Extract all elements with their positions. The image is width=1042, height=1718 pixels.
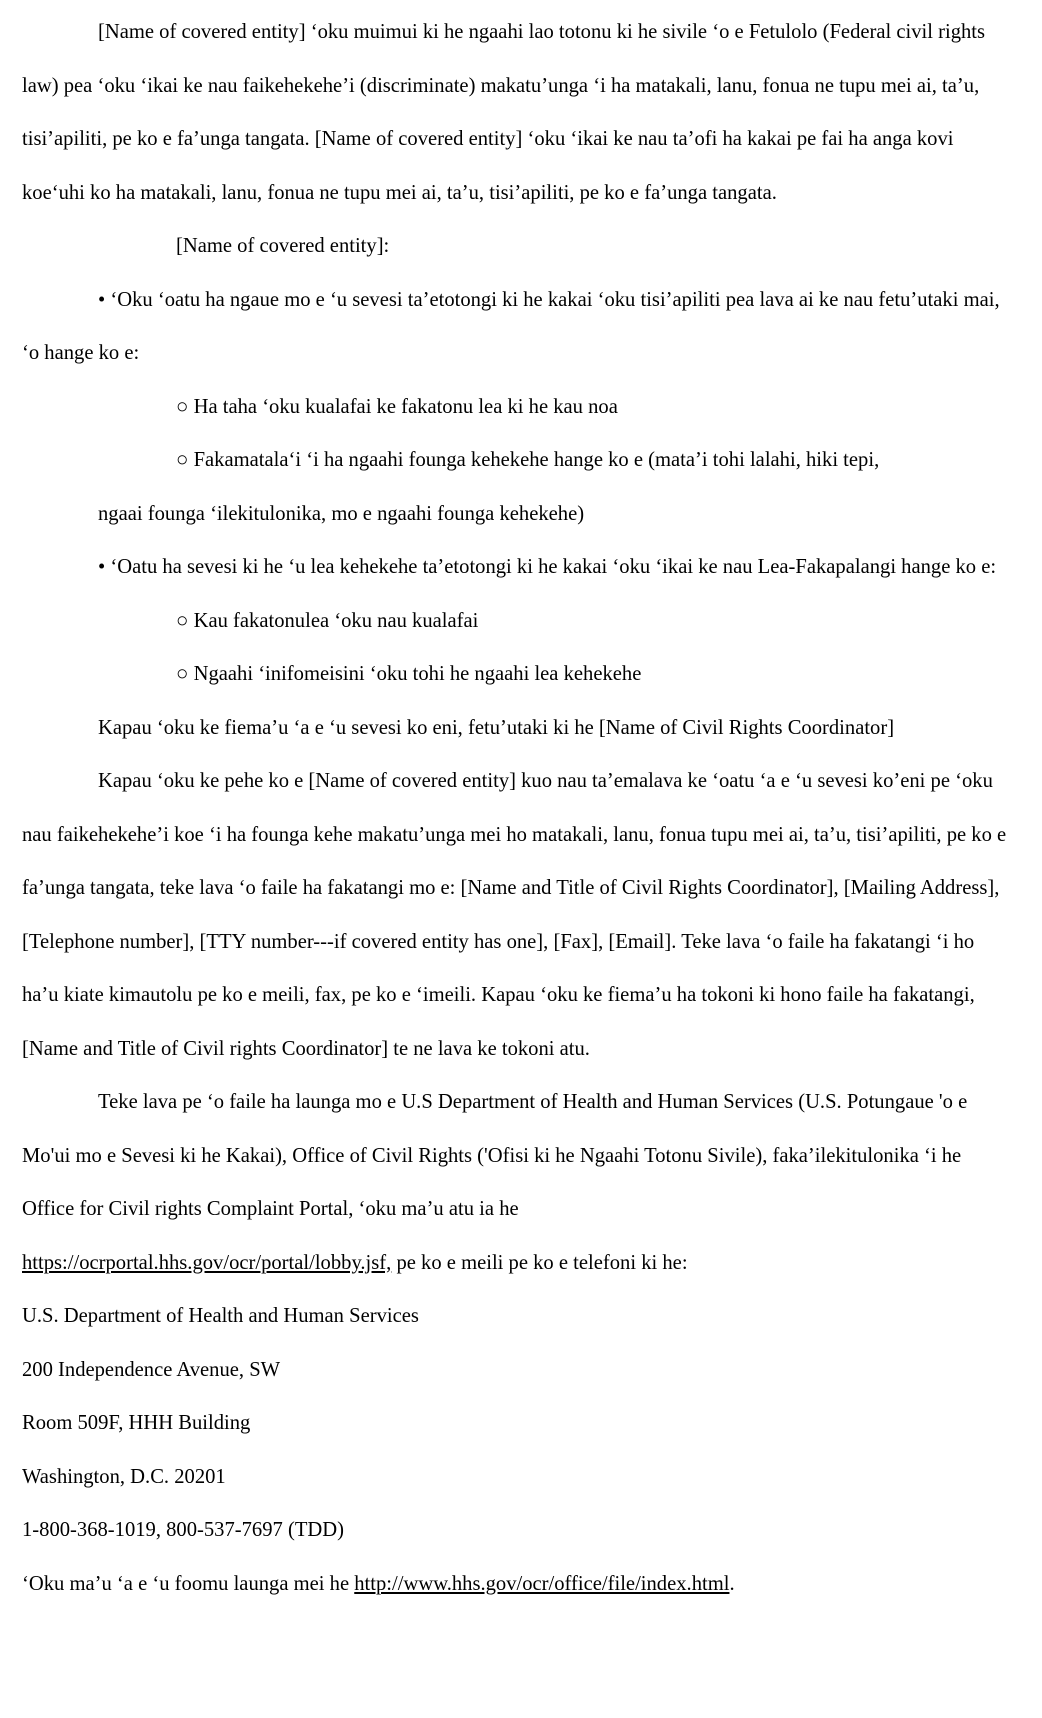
sub-item-alternative-formats-continued: ngaai founga ‘ilekitulonika, mo e ngaahi founga kehekehe) bbox=[98, 502, 585, 525]
grievance-paragraph: Kapau ‘oku ke pehe ko e [Name of covered entity] kuo nau ta’emalava ke ‘oatu ‘a e ‘u sevesi ko’eni pe ‘oku nau faikehekehe’i koe ‘i ha founga kehe makatu’unga mei ho matakali, lanu, fonua tupu mei ai, ta’u, tisi’apiliti, pe ko e fa’unga tangata, teke lava ‘o faile ha fakatangi mo e: [Name and Title of Civil Rights Coordinator], [Mailing Address], [Telephone number], [TTY number---if covered entity has one], [Fax], [Email]. Teke lava ‘o faile ha fakatangi ‘i ho ha’u kiate kimautolu pe ko e meili, fax, pe ko e ‘imeili. Kapau ‘oku ke fiema’u ha tokoni ki hono faile ha fakatangi, [Name and Title of Civil rights Coordinator] te ne lava ke tokoni atu. bbox=[22, 770, 1007, 1060]
portal-line bbox=[22, 1237, 1012, 1291]
hhs-complaint-paragraph: Teke lava pe ‘o faile ha launga mo e U.S Department of Health and Human Services (U.S. Potungaue 'o e Mo'ui mo e Sevesi ki he Kakai), Office of Civil Rights ('Ofisi ki he Ngaahi Totonu Sivile), faka’ilekitulonika ‘i he Office for Civil rights Complaint Portal, ‘oku ma’u atu ia he bbox=[22, 1091, 968, 1220]
sub-item-translated-info: ○ Ngaahi ‘inifomeisini ‘oku tohi he ngaahi lea kehekehe bbox=[176, 663, 642, 685]
document-body bbox=[22, 6, 1012, 1611]
entity-heading: [Name of covered entity]: bbox=[176, 235, 390, 257]
address-street: 200 Independence Avenue, SW bbox=[22, 1358, 281, 1381]
bullet-disability-services: • ‘Oku ‘oatu ha ngaue mo e ‘u sevesi ta’etotongi ki he kakai ‘oku tisi’apiliti pea lava ai ke nau fetu’utaki mai, ‘o hange ko e: bbox=[22, 288, 1000, 364]
portal-line-suffix: pe ko e meili pe ko e telefoni ki he: bbox=[391, 1251, 688, 1274]
nondiscrimination-paragraph: [Name of covered entity] ‘oku muimui ki he ngaahi lao totonu ki he sivile ‘o e Fetulolo (Federal civil rights law) pea ‘oku ‘ikai ke nau faikehekehe’i (discriminate) makatu’unga ‘i ha matakali, lanu, fonua ne tupu mei ai, ta’u, tisi’apiliti, pe ko e fa’unga tangata. [Name of covered entity] ‘oku ‘ikai ke nau ta’ofi ha kakai pe fai ha anga kovi koe‘uhi ko ha matakali, lanu, fonua ne tupu mei ai, ta’u, tisi’apiliti, pe ko e fa’unga tangata. bbox=[22, 21, 986, 204]
sub-item-interpreters: ○ Kau fakatonulea ‘oku nau kualafai bbox=[176, 609, 479, 632]
address-org: U.S. Department of Health and Human Services bbox=[22, 1305, 419, 1327]
forms-line-prefix: ‘Oku ma’u ‘a e ‘u foomu launga mei he bbox=[22, 1572, 355, 1595]
address-phone: 1-800-368-1019, 800-537-7697 (TDD) bbox=[22, 1519, 345, 1541]
complaint-forms-link[interactable]: http://www.hhs.gov/ocr/office/file/index.html bbox=[354, 1572, 730, 1595]
sub-item-sign-interpreter: ○ Ha taha ‘oku kualafai ke fakatonu lea ki he kau noa bbox=[176, 395, 618, 418]
complaint-portal-link[interactable]: https://ocrportal.hhs.gov/ocr/portal/lobby.jsf, bbox=[22, 1251, 392, 1274]
contact-coordinator-line: Kapau ‘oku ke fiema’u ‘a e ‘u sevesi ko eni, fetu’utaki ki he [Name of Civil Rights Coordinator] bbox=[98, 716, 895, 739]
address-room: Room 509F, HHH Building bbox=[22, 1412, 251, 1434]
forms-line bbox=[22, 1558, 1012, 1612]
bullet-language-services: • ‘Oatu ha sevesi ki he ‘u lea kehekehe ta’etotongi ki he kakai ‘oku ‘ikai ke nau Lea-Fakapalangi hange ko e: bbox=[98, 556, 997, 578]
sub-item-alternative-formats: ○ Fakamatala‘i ‘i ha ngaahi founga kehekehe hange ko e (mata’i tohi lalahi, hiki tepi, bbox=[176, 449, 880, 471]
address-city: Washington, D.C. 20201 bbox=[22, 1465, 226, 1488]
forms-line-suffix: . bbox=[729, 1572, 735, 1595]
